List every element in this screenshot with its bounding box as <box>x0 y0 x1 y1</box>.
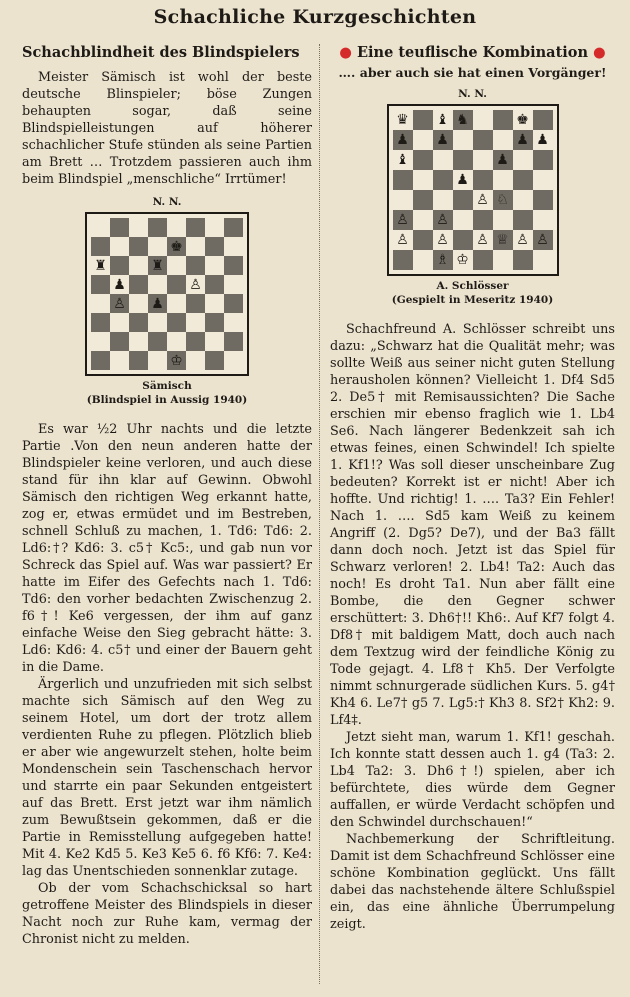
board-square <box>513 110 533 130</box>
chess-piece-icon: ♚ <box>170 238 183 255</box>
board-square <box>186 275 205 294</box>
left-diagram-caption-player: Sämisch <box>142 380 192 392</box>
chess-piece-icon: ♞ <box>456 112 469 128</box>
board-square <box>148 237 167 256</box>
board-square <box>493 150 513 170</box>
board-square <box>205 294 224 313</box>
chess-piece-icon: ♛ <box>396 112 409 128</box>
left-diagram-caption-event: (Blindspiel in Aussig 1940) <box>86 394 248 406</box>
board-square <box>129 256 148 275</box>
board-square <box>533 170 553 190</box>
board-square <box>186 332 205 351</box>
board-square <box>473 150 493 170</box>
left-column <box>22 44 312 948</box>
board-square <box>513 190 533 210</box>
board-square <box>453 190 473 210</box>
chess-piece-icon: ♔ <box>456 252 469 268</box>
left-intro: Meister Sämisch ist wohl der beste deutsche Blinspieler; böse Zungen behaupten sogar, daß seine Blindspielleistungen auf höherer schachlicher Stufe stünden als seine Partien am Brett … Trotzdem passieren auch ihm beim Blindspiel „menschliche“ Irrtümer! <box>22 70 312 187</box>
board-square <box>110 256 129 275</box>
board-square <box>433 210 453 230</box>
board-square <box>513 130 533 150</box>
board-square <box>533 130 553 150</box>
board-square <box>433 130 453 150</box>
board-square <box>205 256 224 275</box>
board-square <box>413 130 433 150</box>
board-square <box>224 294 243 313</box>
right-paragraph-2: Jetzt sieht man, warum 1. Kf1! geschah. Ich konnte statt dessen auch 1. g4 (Ta3: 2. Lb4 Ta2: 3. Dh6†!) spielen, aber ich befürchtete, dies würde dem Gegner auffallen, er würde Verdacht schöpfen und den Schwindel durchschauen!“ <box>330 730 615 830</box>
board-square <box>533 230 553 250</box>
board-square <box>148 351 167 370</box>
board-square <box>413 210 433 230</box>
red-dot-icon: ● <box>588 44 606 61</box>
board-square <box>167 237 186 256</box>
board-square <box>129 332 148 351</box>
chess-piece-icon: ♘ <box>496 192 509 208</box>
right-heading: ● Eine teuflische Kombination ● <box>339 44 606 61</box>
board-square <box>513 230 533 250</box>
chess-piece-icon: ♜ <box>94 257 107 274</box>
chess-piece-icon: ♕ <box>496 232 509 248</box>
board-square <box>433 170 453 190</box>
board-square <box>453 150 473 170</box>
board-square <box>473 210 493 230</box>
right-paragraph-3: Nachbemerkung der Schriftleitung. Damit ist dem Schachfreund Schlösser eine schöne Kombination geglückt. Uns fällt dabei das nachstehende ältere Schlußspiel ein, das eine ähnliche Überrumpelung zeigt. <box>330 832 615 932</box>
board-square <box>393 190 413 210</box>
right-subtitle: …. aber auch sie hat einen Vorgänger! <box>338 65 607 80</box>
board-square <box>167 256 186 275</box>
board-square <box>224 237 243 256</box>
board-square <box>433 110 453 130</box>
board-square <box>493 250 513 270</box>
left-heading: Schachblindheit des Blindspielers <box>22 44 300 61</box>
board-square <box>224 332 243 351</box>
board-square <box>533 150 553 170</box>
chess-piece-icon: ♝ <box>436 112 449 128</box>
board-square <box>453 110 473 130</box>
board-square <box>148 332 167 351</box>
chess-piece-icon: ♙ <box>436 212 449 228</box>
right-paragraph-1: Schachfreund A. Schlösser schreibt uns dazu: „Schwarz hat die Qualität mehr; was sollte Weiß aus seiner nicht guten Stellung herausholen können? Vielleicht 1. Df4 Sd5 2. De5† mit Remisaussichten? Die Sache erschien mir ebenso fraglich wie 1. Lb4 Se6. Nach längerer Bedenkzeit sah ich etwas feines, einen Schwindel! Ich spielte 1. Kf1!? Was soll dieser unscheinbare Zug bedeuten? Korrekt ist er nicht! Aber ich hoffte. Und richtig! 1. …. Ta3? Ein Fehler! Nach 1. …. Sd5 kam Weiß zu keinem Angriff (2. Dg5? De7), und der Ba3 fällt dann doch noch. Jetzt ist das Spiel für Schwarz verloren! 2. Lb4! Ta2: Auch das noch! Es droht Ta1. Nun aber fällt eine Bombe, die den Gegner schwer erschüttert: 3. Dh6†!! Kh6:. Auf Kf7 folgt 4. Df8† mit baldigem Matt, doch auch nach dem Textzug wird der feindliche König zu Tode gejagt. 4. Lf8† Kh5. Der Verfolgte nimmt schnurgerade südlichen Kurs. 5. g4† Kh4 6. Le7† g5 7. Lg5:† Kh3 8. Sf2† Kh2: 9. Lf4‡. <box>330 322 615 728</box>
board-square <box>205 313 224 332</box>
board-square <box>91 294 110 313</box>
chess-piece-icon: ♗ <box>436 252 449 268</box>
board-square <box>205 332 224 351</box>
board-square <box>224 313 243 332</box>
board-square <box>393 230 413 250</box>
chess-piece-icon: ♙ <box>476 232 489 248</box>
board-square <box>91 237 110 256</box>
board-square <box>148 256 167 275</box>
board-square <box>493 110 513 130</box>
board-square <box>91 275 110 294</box>
board-square <box>453 250 473 270</box>
board-square <box>110 275 129 294</box>
board-square <box>110 218 129 237</box>
board-square <box>148 275 167 294</box>
left-paragraph-2: Ärgerlich und unzufrieden mit sich selbst machte sich Sämisch auf den Weg zu seinem Hotel, um dort der trotz allem verdienten Ruhe zu pflegen. Plötzlich blieb er aber wie angewurzelt stehen, holte beim Mondenschein sein Taschenschach hervor und starrte ein paar Sekunden entgeistert auf das Brett. Erst jetzt war ihm nämlich zum Bewußtsein gekommen, daß er die Partie in Remisstellung aufgegeben hatte! Mit 4. Ke2 Kd5 5. Ke3 Ke5 6. f6 Kf6: 7. Ke4: lag das Unentschieden sonnenklar zutage. <box>22 677 312 879</box>
board-square <box>148 294 167 313</box>
chess-piece-icon: ♙ <box>396 212 409 228</box>
board-square <box>110 351 129 370</box>
chess-piece-icon: ♟ <box>536 132 549 148</box>
board-square <box>393 130 413 150</box>
board-square <box>533 250 553 270</box>
chess-piece-icon: ♟ <box>151 295 164 312</box>
board-square <box>493 130 513 150</box>
board-square <box>513 250 533 270</box>
board-square <box>393 210 413 230</box>
board-square <box>413 250 433 270</box>
board-square <box>167 275 186 294</box>
board-square <box>513 210 533 230</box>
board-square <box>186 313 205 332</box>
board-square <box>453 230 473 250</box>
board-square <box>224 351 243 370</box>
right-diagram-caption-player: A. Schlösser <box>436 280 509 292</box>
board-square <box>91 256 110 275</box>
board-square <box>493 190 513 210</box>
board-square <box>513 170 533 190</box>
board-square <box>433 230 453 250</box>
board-square <box>205 275 224 294</box>
chess-piece-icon: ♙ <box>396 232 409 248</box>
board-square <box>186 256 205 275</box>
left-diagram-title: N. N. <box>152 196 182 208</box>
chess-piece-icon: ♙ <box>516 232 529 248</box>
column-divider <box>319 44 320 984</box>
board-square <box>393 170 413 190</box>
board-square <box>473 130 493 150</box>
chess-piece-icon: ♟ <box>496 152 509 168</box>
left-chess-diagram <box>85 212 249 376</box>
board-square <box>533 110 553 130</box>
board-square <box>186 237 205 256</box>
board-square <box>493 210 513 230</box>
chess-piece-icon: ♟ <box>436 132 449 148</box>
chess-piece-icon: ♙ <box>113 295 126 312</box>
board-square <box>433 250 453 270</box>
chess-piece-icon: ♟ <box>396 132 409 148</box>
chess-piece-icon: ♟ <box>516 132 529 148</box>
board-square <box>433 190 453 210</box>
board-square <box>413 190 433 210</box>
board-square <box>186 218 205 237</box>
board-square <box>129 218 148 237</box>
board-square <box>129 351 148 370</box>
red-dot-icon: ● <box>339 44 357 61</box>
board-square <box>110 332 129 351</box>
board-square <box>224 218 243 237</box>
board-square <box>224 275 243 294</box>
board-square <box>148 313 167 332</box>
board-square <box>413 150 433 170</box>
chess-piece-icon: ♔ <box>170 352 183 369</box>
board-square <box>167 332 186 351</box>
board-square <box>205 218 224 237</box>
board-square <box>205 351 224 370</box>
right-chess-diagram <box>387 104 559 276</box>
board-square <box>167 313 186 332</box>
board-square <box>473 110 493 130</box>
chess-piece-icon: ♙ <box>476 192 489 208</box>
board-square <box>413 230 433 250</box>
board-square <box>110 294 129 313</box>
chess-piece-icon: ♜ <box>151 257 164 274</box>
board-square <box>129 294 148 313</box>
board-square <box>533 210 553 230</box>
chess-piece-icon: ♙ <box>436 232 449 248</box>
page-title: Schachliche Kurzgeschichten <box>153 6 477 28</box>
board-square <box>186 294 205 313</box>
board-square <box>91 218 110 237</box>
board-square <box>110 313 129 332</box>
board-square <box>413 110 433 130</box>
board-square <box>167 218 186 237</box>
board-square <box>393 110 413 130</box>
board-square <box>413 170 433 190</box>
board-square <box>473 250 493 270</box>
board-square <box>473 170 493 190</box>
board-square <box>91 313 110 332</box>
chess-piece-icon: ♟ <box>113 276 126 293</box>
board-square <box>493 230 513 250</box>
board-square <box>513 150 533 170</box>
board-square <box>493 170 513 190</box>
board-square <box>110 237 129 256</box>
board-square <box>167 351 186 370</box>
board-square <box>148 218 167 237</box>
right-diagram-title: N. N. <box>458 88 487 100</box>
board-square <box>533 190 553 210</box>
board-square <box>453 130 473 150</box>
board-square <box>473 190 493 210</box>
chess-piece-icon: ♟ <box>456 172 469 188</box>
board-square <box>393 150 413 170</box>
board-square <box>167 294 186 313</box>
board-square <box>473 230 493 250</box>
board-square <box>186 351 205 370</box>
board-square <box>129 313 148 332</box>
board-square <box>91 351 110 370</box>
chess-piece-icon: ♝ <box>396 152 409 168</box>
left-paragraph-1: Es war ½2 Uhr nachts und die letzte Partie .Von den neun anderen hatte der Blindspieler keine verloren, und auch diese stand für ihn klar auf Gewinn. Obwohl Sämisch den richtigen Weg erkannt hatte, zog er, etwas ermüdet und im Bestreben, schnell Schluß zu machen, 1. Td6: Td6: 2. Ld6:†? Kd6: 3. c5† Kc5:, und gab nun vor Schreck das Spiel auf. Was war passiert? Er hatte im Eifer des Gefechts nach 1. Td6: Td6: den vorher bedachten Zwischenzug 2. f6†! Ke6 vergessen, der ihm auf ganz einfache Weise den Sieg gebracht hätte: 3. Ld6: Kd6: 4. c5† und einer der Bauern geht in die Dame. <box>22 422 312 675</box>
board-square <box>224 256 243 275</box>
chess-piece-icon: ♙ <box>536 232 549 248</box>
chess-piece-icon: ♚ <box>516 112 529 128</box>
board-square <box>453 170 473 190</box>
board-square <box>205 237 224 256</box>
left-paragraph-3: Ob der vom Schachschicksal so hart getroffene Meister des Blindspiels in dieser Nacht noch zur Ruhe kam, vermag der Chronist nicht zu melden. <box>22 881 312 947</box>
right-column <box>330 44 615 933</box>
board-square <box>129 275 148 294</box>
board-square <box>91 332 110 351</box>
chess-piece-icon: ♙ <box>189 276 202 293</box>
right-diagram-caption-event: (Gespielt in Meseritz 1940) <box>391 294 554 306</box>
board-square <box>393 250 413 270</box>
board-square <box>129 237 148 256</box>
board-square <box>433 150 453 170</box>
board-square <box>453 210 473 230</box>
